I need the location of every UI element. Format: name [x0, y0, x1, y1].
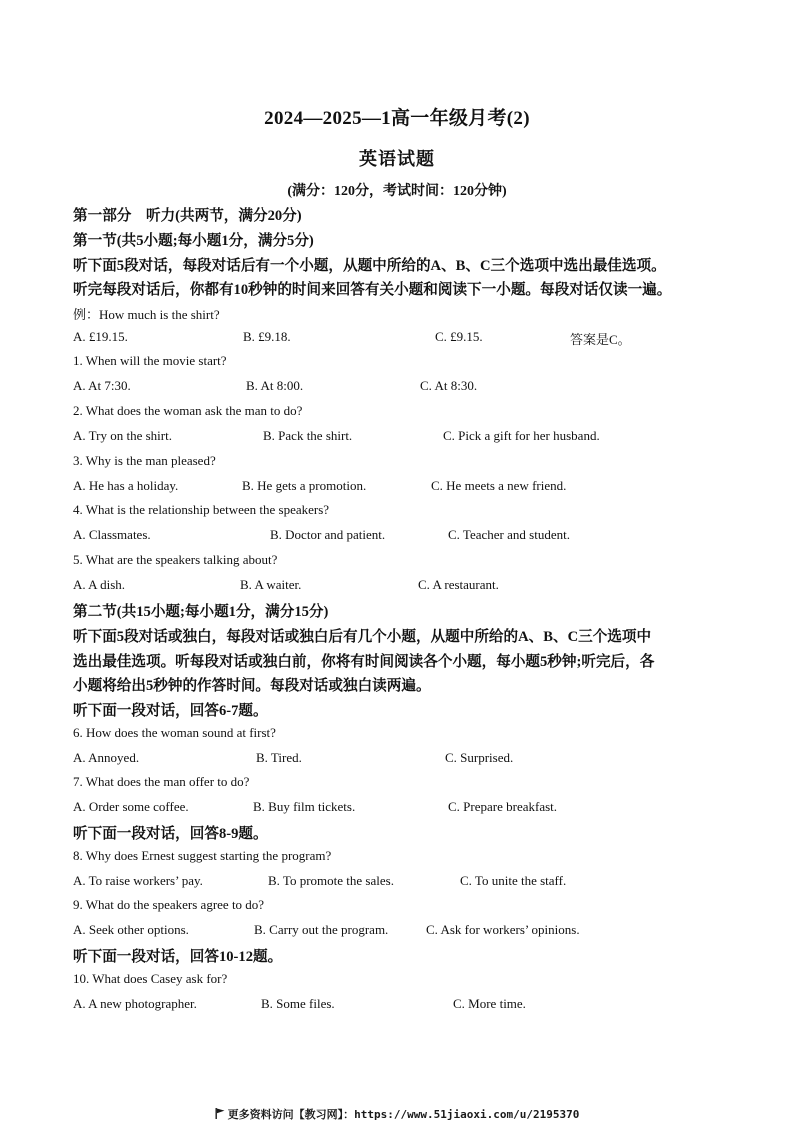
section1-instructions-line1: 听下面5段对话，每段对话后有一个小题，从题中所给的A、B、C三个选项中选出最佳选项。: [73, 258, 666, 274]
question-2-option-a: A. Try on the shirt.: [73, 428, 172, 443]
question-3-option-a: A. He has a holiday.: [73, 478, 179, 493]
question-2: 2. What does the woman ask the man to do?: [73, 403, 303, 418]
example-option-c: C. £9.15.: [435, 329, 483, 344]
question-3: 3. Why is the man pleased?: [73, 453, 216, 468]
question-3-option-c: C. He meets a new friend.: [431, 478, 567, 493]
question-9-option-b: B. Carry out the program.: [254, 922, 389, 937]
question-7: 7. What does the man offer to do?: [73, 774, 250, 789]
question-8-option-b: B. To promote the sales.: [268, 873, 394, 888]
question-6-option-b: B. Tired.: [256, 750, 302, 765]
group-prompt-6-7: 听下面一段对话，回答6-7题。: [73, 703, 268, 719]
question-4-option-c: C. Teacher and student.: [448, 527, 570, 542]
score-info: (满分：120分，考试时间：120分钟): [287, 184, 507, 199]
footer-link[interactable]: 更多资料访问【教习网】：https://www.51jiaoxi.com/u/2195370: [227, 1108, 580, 1121]
part1-heading: 第一部分 听力(共两节，满分20分): [73, 208, 302, 224]
question-8: 8. Why does Ernest suggest starting the program?: [73, 848, 332, 863]
section2-instructions-line1: 听下面5段对话或独白，每段对话或独白后有几个小题，从题中所给的A、B、C三个选项中: [73, 629, 652, 645]
group-prompt-8-9: 听下面一段对话，回答8-9题。: [73, 826, 268, 842]
question-4: 4. What is the relationship between the speakers?: [73, 502, 330, 517]
section2-instructions-line3: 小题将给出5秒钟的作答时间。每段对话或独白读两遍。: [73, 678, 431, 694]
question-1-option-a: A. At 7:30.: [73, 378, 131, 393]
footer: [0, 1106, 794, 1122]
question-4-option-b: B. Doctor and patient.: [270, 527, 386, 542]
question-10-option-b: B. Some files.: [261, 996, 335, 1011]
subject-title: 英语试题: [359, 149, 435, 169]
flag-icon: [215, 1108, 225, 1122]
question-7-option-a: A. Order some coffee.: [73, 799, 189, 814]
section2-heading: 第二节(共15小题;每小题1分，满分15分): [73, 604, 329, 620]
section2-instructions-line2: 选出最佳选项。听每段对话或独白前，你将有时间阅读各个小题，每小题5秒钟;听完后，各: [73, 654, 655, 670]
question-7-option-b: B. Buy film tickets.: [253, 799, 356, 814]
group-prompt-10-12: 听下面一段对话，回答10-12题。: [73, 949, 283, 965]
question-6-option-a: A. Annoyed.: [73, 750, 140, 765]
example-option-b: B. £9.18.: [243, 329, 291, 344]
question-5-option-c: C. A restaurant.: [418, 577, 499, 592]
example-option-a: A. £19.15.: [73, 329, 128, 344]
question-10: 10. What does Casey ask for?: [73, 971, 228, 986]
question-7-option-c: C. Prepare breakfast.: [448, 799, 558, 814]
question-3-option-b: B. He gets a promotion.: [242, 478, 367, 493]
question-8-option-a: A. To raise workers’ pay.: [73, 873, 203, 888]
question-1-option-b: B. At 8:00.: [246, 378, 304, 393]
question-6-option-c: C. Surprised.: [445, 750, 514, 765]
question-6: 6. How does the woman sound at first?: [73, 725, 276, 740]
question-5-option-a: A. A dish.: [73, 577, 126, 592]
question-9-option-a: A. Seek other options.: [73, 922, 189, 937]
question-2-option-c: C. Pick a gift for her husband.: [443, 428, 600, 443]
question-5: 5. What are the speakers talking about?: [73, 552, 278, 567]
question-1: 1. When will the movie start?: [73, 353, 227, 368]
exam-title: 2024—2025—1高一年级月考(2): [264, 108, 530, 129]
example-answer: 答案是C。: [570, 332, 631, 347]
question-8-option-c: C. To unite the staff.: [460, 873, 567, 888]
example-question: 例：How much is the shirt?: [73, 307, 220, 322]
question-1-option-c: C. At 8:30.: [420, 378, 478, 393]
section1-instructions-line2: 听完每段对话后，你都有10秒钟的时间来回答有关小题和阅读下一小题。每段对话仅读一遍。: [73, 282, 672, 298]
section1-heading: 第一节(共5小题;每小题1分，满分5分): [73, 233, 314, 249]
question-10-option-a: A. A new photographer.: [73, 996, 197, 1011]
question-5-option-b: B. A waiter.: [240, 577, 302, 592]
question-2-option-b: B. Pack the shirt.: [263, 428, 353, 443]
question-9: 9. What do the speakers agree to do?: [73, 897, 265, 912]
question-4-option-a: A. Classmates.: [73, 527, 151, 542]
question-9-option-c: C. Ask for workers’ opinions.: [426, 922, 580, 937]
question-10-option-c: C. More time.: [453, 996, 526, 1011]
